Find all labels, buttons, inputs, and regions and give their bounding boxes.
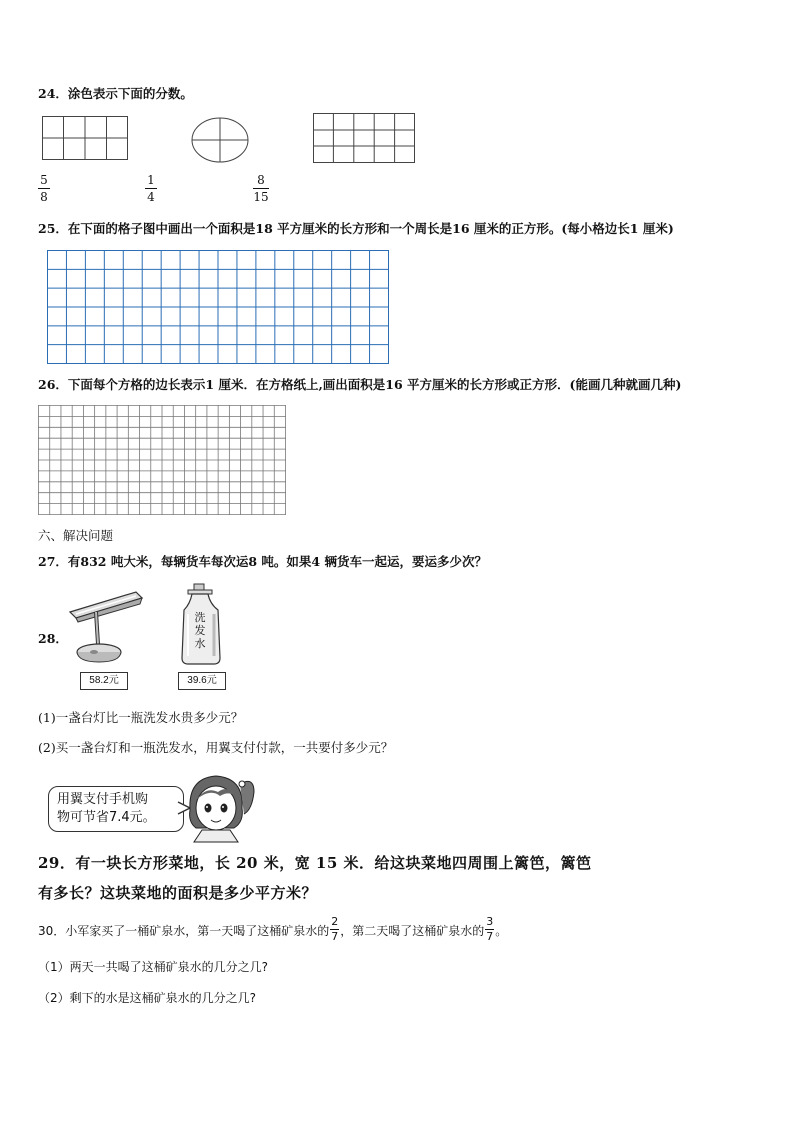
q30-fraction-2 xyxy=(485,916,494,943)
speech-bubble xyxy=(48,786,184,832)
q29-line1: 29．有一块长方形菜地，长 20 米，宽 15 米．给这块菜地四周围上篱笆，篱笆 xyxy=(38,854,592,872)
fraction-numerator: 5 xyxy=(40,173,48,187)
bottle-label-char: 发 xyxy=(194,624,206,637)
q28-sub1: (1)一盏台灯比一瓶洗发水贵多少元？ xyxy=(38,710,244,725)
q24-fraction-2 xyxy=(145,173,157,204)
q29-line2: 有多长？这块菜地的面积是多少平方米？ xyxy=(38,884,318,902)
fraction-denominator: 7 xyxy=(486,930,494,943)
bubble-line: 用翼支付手机购 xyxy=(57,792,149,807)
bottle-label-char: 水 xyxy=(194,637,206,650)
fraction-numerator: 8 xyxy=(257,173,265,187)
q24-text: 24．涂色表示下面的分数。 xyxy=(38,86,193,101)
q24-fraction-1 xyxy=(38,173,50,204)
bubble-line: 物可节省7.4元。 xyxy=(57,810,156,825)
q25-text: 25．在下面的格子图中画出一个面积是18 平方厘米的长方形和一个周长是16 厘米的正方形。(每小格边长1 厘米) xyxy=(38,221,674,236)
fraction-numerator: 1 xyxy=(147,173,155,187)
q27-text: 27．有832 吨大米，每辆货车每次运8 吨。如果4 辆货车一起运，要运多少次？ xyxy=(38,554,487,569)
fraction-denominator: 4 xyxy=(147,190,155,204)
section-title: 六、解决问题 xyxy=(38,528,114,543)
fraction-denominator: 15 xyxy=(253,190,269,204)
fraction-numerator: 2 xyxy=(331,915,339,928)
q25-grid[interactable] xyxy=(47,250,389,364)
q30-fraction-1 xyxy=(330,916,339,943)
q28-sub2: (2)买一盏台灯和一瓶洗发水，用翼支付付款，一共要付多少元？ xyxy=(38,740,394,755)
q30-text xyxy=(38,915,508,945)
bottle-label-char: 洗 xyxy=(194,611,206,624)
q30-text-a: 30．小军家买了一桶矿泉水，第一天喝了这桶矿泉水的 xyxy=(38,924,330,938)
fraction-denominator: 7 xyxy=(331,930,339,943)
q24-rect-grid-2x4[interactable] xyxy=(42,116,128,160)
q30-text-b: ，第二天喝了这桶矿泉水的 xyxy=(340,924,485,938)
fraction-denominator: 8 xyxy=(40,190,48,204)
lamp-price: 58.2元 xyxy=(80,672,128,690)
q24-circle-quarters[interactable] xyxy=(191,117,249,163)
girl-illustration xyxy=(180,770,260,842)
fraction-numerator: 3 xyxy=(486,915,494,928)
bottle-label xyxy=(192,611,208,650)
q30-sub1: （1）两天一共喝了这桶矿泉水的几分之几? xyxy=(38,960,269,974)
q26-text: 26．下面每个方格的边长表示1 厘米．在方格纸上,画出面积是16 平方厘米的长方形或正方形．(能画几种就画几种) xyxy=(38,377,682,392)
q28-number: 28． xyxy=(38,631,68,646)
q26-grid[interactable] xyxy=(38,405,286,515)
desk-lamp-illustration xyxy=(66,588,146,664)
q30-text-c: 。 xyxy=(495,924,508,938)
shampoo-price: 39.6元 xyxy=(178,672,226,690)
q24-fraction-3 xyxy=(253,173,269,204)
q30-sub2: （2）剩下的水是这桶矿泉水的几分之几? xyxy=(38,991,257,1005)
q24-rect-grid-3x5[interactable] xyxy=(313,113,415,163)
